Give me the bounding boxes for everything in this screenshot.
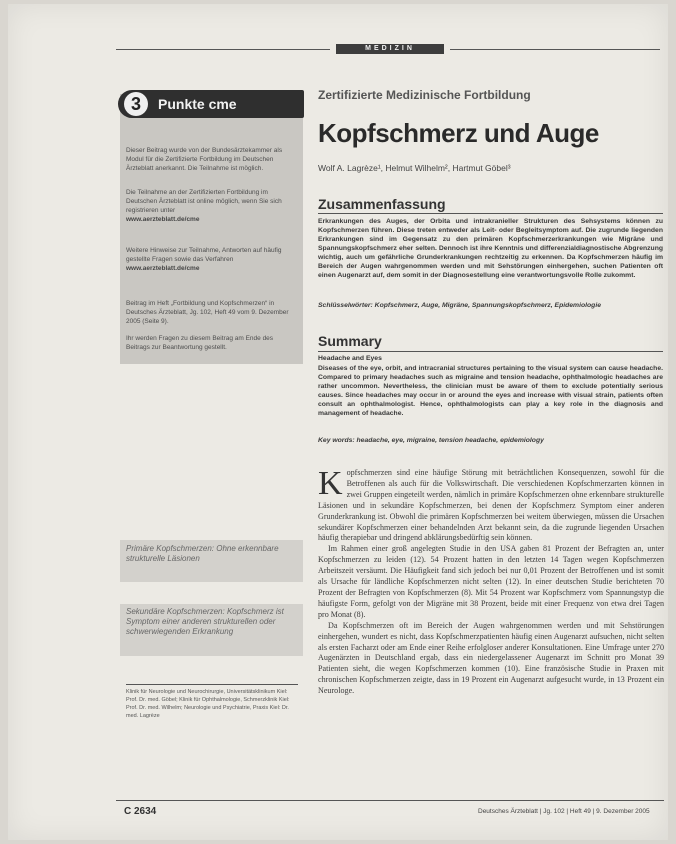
sidebar-para-3 xyxy=(126,246,298,273)
journal-page xyxy=(8,4,668,840)
margin-highlight-1: Primäre Kopfschmerzen: Ohne erkennbare strukturelle Läsionen xyxy=(126,544,279,563)
sidebar-para-2-text: Die Teilnahme an der Zertifizierten Fortbildung im Deutschen Ärzteblatt ist online möglich, wenn Sie sich registrieren unter xyxy=(126,189,282,214)
sidebar-para-2 xyxy=(126,188,298,224)
body-dropcap: K xyxy=(318,465,343,502)
sidebar-para-3-text: Weitere Hinweise zur Teilnahme, Antworten auf häufig gestellte Fragen sowie das Verfahren xyxy=(126,247,282,263)
author-footnote: Klinik für Neurologie und Neurochirurgie, Universitätsklinikum Kiel: Prof. Dr. med. Göbel; Klinik für Ophthalmologie, Schmerzklinik Kiel: Prof. Dr. med. Wilhelm; Neurologie und Psychiatrie, Praxis Kiel: Dr. med. Lagrèze xyxy=(126,689,290,719)
body-paragraph-2: Im Rahmen einer groß angelegten Studie in den USA gaben 81 Prozent der Befragten an, unter Kopfschmerzen zu leiden (12). 54 Prozent hatten in den letzten 14 Tagen wegen Kopfschmerzen Arbeitszeit versäumt. Die Häufigkeit fand sich jedoch bei nur 0,01 Prozent der Betroffenen und ist somit als Ursache für ländliche Kopfschmerzen nicht selten (12). In einer deutschen Studie berichteten 70 Prozent der Befragten von Kopfschmerzen (8). Mit 54 Prozent war Kopfschmerz vom Spannungstyp die häufigste Form, gefolgt von der Migräne mit 38 Prozent, beide mit einer Frequenz von etwa drei Tagen pro Monat (8). xyxy=(318,544,664,619)
summary-rule xyxy=(318,351,663,352)
footer-rule xyxy=(116,800,664,801)
cme-badge-number: 3 xyxy=(124,92,148,116)
article-kicker: Zertifizierte Medizinische Fortbildung xyxy=(318,88,531,102)
sidebar-link-2[interactable]: www.aerzteblatt.de/cme xyxy=(126,265,200,272)
section-header-label: MEDIZIN xyxy=(365,45,415,52)
sidebar-link-1[interactable]: www.aerzteblatt.de/cme xyxy=(126,216,200,223)
margin-highlight-2: Sekundäre Kopfschmerzen: Kopfschmerz ist Symptom einer anderen strukturellen oder schwerwiegenden Erkrankung xyxy=(126,607,284,636)
summary-subtitle: Headache and Eyes xyxy=(318,355,382,362)
sidebar-para-1: Dieser Beitrag wurde von der Bundesärztekammer als Modul für die Zertifizierte Fortbildung im Deutschen Ärzteblatt anerkannt. Die Teilnahme ist möglich. xyxy=(126,147,283,172)
footnote-rule xyxy=(126,684,298,685)
article-body xyxy=(318,465,664,697)
zusammenfassung-heading: Zusammenfassung xyxy=(318,196,446,212)
article-authors: Wolf A. Lagrèze¹, Helmut Wilhelm², Hartmut Göbel³ xyxy=(318,163,511,173)
zusammenfassung-rule xyxy=(318,213,663,214)
body-paragraph-1: opfschmerzen sind eine häufige Störung mit beträchtlichen Konsequenzen, sowohl für die Betroffenen als auch für die Volkswirtschaft. Die verschiedenen Kopfschmerzarten können in zwei Gruppen eingeteilt werden, nämlich in primäre Kopfschmerzen ohne erkennbare strukturelle Läsionen und in sekundäre Kopfschmerzen, bei denen der Kopfschmerz Symptom einer anderen Grunderkrankung ist. Obwohl die primären Kopfschmerzen bei weitem überwiegen, müssen die Ursachen sekundärer Kopfschmerzen einer behandelnden Arzt bekannt sein, da die zugrunde liegenden Ursachen häufig therapiebar und dringend abklärungsbedürftig sein können. xyxy=(318,468,664,543)
sidebar-para-5: Ihr werden Fragen zu diesem Beitrag am Ende des Beitrags zur Beantwortung gestellt. xyxy=(126,335,274,351)
page-number: C 2634 xyxy=(124,806,157,817)
cme-badge-title: Punkte cme xyxy=(158,96,237,112)
header-rule-right xyxy=(450,49,660,50)
header-rule-left xyxy=(116,49,330,50)
sidebar-para-4: Beitrag im Heft „Fortbildung und Kopfschmerzen“ in Deutsches Ärzteblatt, Jg. 102, Heft 49 vom 9. Dezember 2005 (Seite 9). xyxy=(126,300,289,325)
article-title: Kopfschmerz und Auge xyxy=(318,118,599,148)
summary-keywords: Key words: headache, eye, migraine, tension headache, epidemiology xyxy=(318,437,544,444)
schluesselwoerter: Schlüsselwörter: Kopfschmerz, Auge, Migräne, Spannungskopfschmerz, Epidemiologie xyxy=(318,302,601,309)
journal-citation: Deutsches Ärzteblatt | Jg. 102 | Heft 49 | 9. Dezember 2005 xyxy=(478,808,650,815)
body-paragraph-3: Da Kopfschmerzen oft im Bereich der Augen wahrgenommen werden und mit Sehstörungen einhergehen, wundert es nicht, dass Kopfschmerzpatienten häufig einen Augenarzt aufsuchen, nicht selten als ersten Facharzt oder am Ende einer Reihe erfolgloser anderer Konsultationen. Eine Umfrage unter 270 Augenärzten in Deutschland ergab, dass ein niedergelassener Augenarzt im Schnitt pro Monat 39 Patienten sieht, die wegen Kopfschmerzen kommen (10). Eine französische Studie in Praxen mit chronischen Kopfschmerzen zeigte, dass in 19 Prozent ein Augenarzt aufgesucht wurde, in 13 Prozent ein Neurologe. xyxy=(318,620,664,696)
zusammenfassung-text: Erkrankungen des Auges, der Orbita und intrakranieller Strukturen des Sehsystems können zu Kopfschmerzen führen. Diese treten entweder als Leit- oder Begleitsymptom auf. Die zugrunde liegenden Erkrankungen sind im Gegensatz zu den primären Kopfschmerzerkrankungen wie Migräne und Spannungskopfschmerz eher selten. Dennoch ist ihre Kenntnis und differenzialdiagnostische Abgrenzung wichtig, auch um gefährliche Grunderkrankungen rechtzeitig zu erkennen. Da Kopfschmerzen häufig im Bereich der Augen wahrgenommen werden und mit Sehstörungen einhergehen, suchen Patienten oft einen Augenarzt auf, dem somit in der Diagnosestellung eine verantwortungsvolle Rolle zukommt. xyxy=(318,218,663,279)
summary-text: Diseases of the eye, orbit, and intracranial structures pertaining to the visual system can cause headache. Compared to primary headaches such as migraine and tension headache, ophthalmologic headaches are rather uncommon. Nevertheless, the clinician must be aware of them to exclude potentially serious causes. Since headaches may occur in or around the eyes and increase with visual strain, patients often consult an ophthalmologist. Hence, ophthalmologists can play a key role in the diagnosis and management of headache. xyxy=(318,365,663,417)
summary-heading: Summary xyxy=(318,333,382,349)
